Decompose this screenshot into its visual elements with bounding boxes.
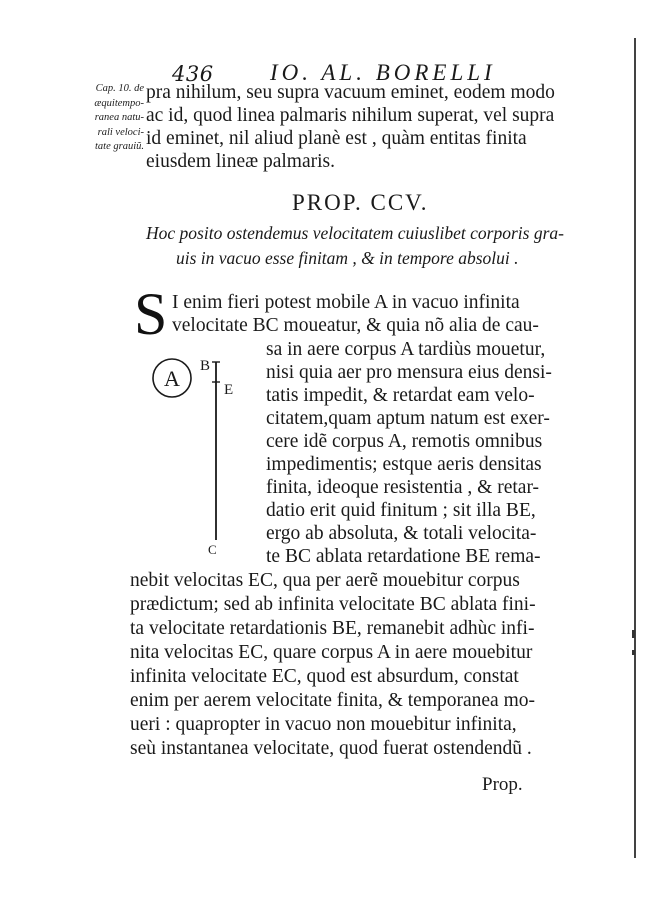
body-line: sa in aere corpus A tardiùs mouetur, [266, 339, 546, 360]
geometric-figure [148, 352, 258, 572]
body-line: ergo ab absoluta, & totali velocita- [266, 523, 537, 544]
body-line: infinita velocitate EC, quod est absurdum, constat [130, 666, 519, 687]
intro-line: ac id, quod linea palmaris nihilum superat, vel supra [146, 105, 555, 126]
point-label-e: E [224, 382, 234, 398]
ink-speck [632, 630, 635, 638]
margin-note-line: Cap. 10. de [95, 83, 144, 94]
intro-line: pra nihilum, seu supra vacuum eminet, eodem modo [146, 82, 555, 103]
proposition-statement-line: Hoc posito ostendemus velocitatem cuiuslibet corporis gra- [146, 223, 564, 243]
body-line: enim per aerem velocitate finita, & temporanea mo- [130, 690, 535, 711]
body-line: cere idẽ corpus A, remotis omnibus [266, 431, 543, 452]
body-line: te BC ablata retardatione BE rema- [266, 546, 541, 567]
figure-diagram [148, 352, 258, 572]
margin-note-line: ranea natu- [94, 112, 144, 123]
body-line: prædictum; sed ab infinita velocitate BC ablata fini- [130, 594, 536, 615]
intro-line: id eminet, nil aliud planè est , quàm entitas finita [146, 128, 527, 149]
point-label-c: C [208, 542, 217, 557]
catchword: Prop. [482, 774, 523, 795]
proposition-heading: PROP. CCV. [292, 190, 429, 215]
body-line: tatis impedit, & retardat eam velo- [266, 385, 535, 406]
ink-speck [632, 650, 635, 655]
body-line: citatem,quam aptum natum est exer- [266, 408, 550, 429]
body-line: velocitate BC moueatur, & quia nõ alia de cau- [172, 315, 539, 336]
body-line: seù instantanea velocitate, quod fuerat ostendendũ . [130, 738, 532, 759]
running-head: IO. AL. BORELLI [270, 60, 496, 85]
proposition-statement-line: uis in vacuo esse finitam , & in tempore absolui . [176, 248, 519, 268]
margin-note-line: æquitempo- [94, 97, 144, 109]
body-line: ta velocitate retardationis BE, remanebit adhùc infi- [130, 618, 535, 639]
margin-note-line: tate grauiũ. [95, 141, 144, 152]
body-line: finita, ideoque resistentia , & retar- [266, 477, 540, 498]
body-line: ueri : quapropter in vacuo non mouebitur infinita, [130, 714, 517, 735]
intro-line: eiusdem lineæ palmaris. [146, 151, 336, 172]
body-line: nisi quia aer pro mensura eius densi- [266, 362, 552, 383]
drop-cap: S [134, 281, 168, 347]
circle-label: A [164, 366, 180, 391]
body-line: datio erit quid finitum ; sit illa BE, [266, 500, 536, 521]
body-line: impedimentis; estque aeris densitas [266, 454, 542, 475]
page-edge-rule [634, 38, 636, 858]
body-line: nebit velocitas EC, qua per aerẽ mouebitur corpus [130, 570, 520, 591]
body-line: I enim fieri potest mobile A in vacuo infinita [172, 292, 520, 313]
body-line: nita velocitas EC, quare corpus A in aere mouebitur [130, 642, 533, 663]
page-number: 436 [172, 62, 214, 86]
margin-note [68, 82, 144, 155]
point-label-b: B [200, 358, 211, 374]
margin-note-line: rali veloci- [97, 126, 144, 138]
